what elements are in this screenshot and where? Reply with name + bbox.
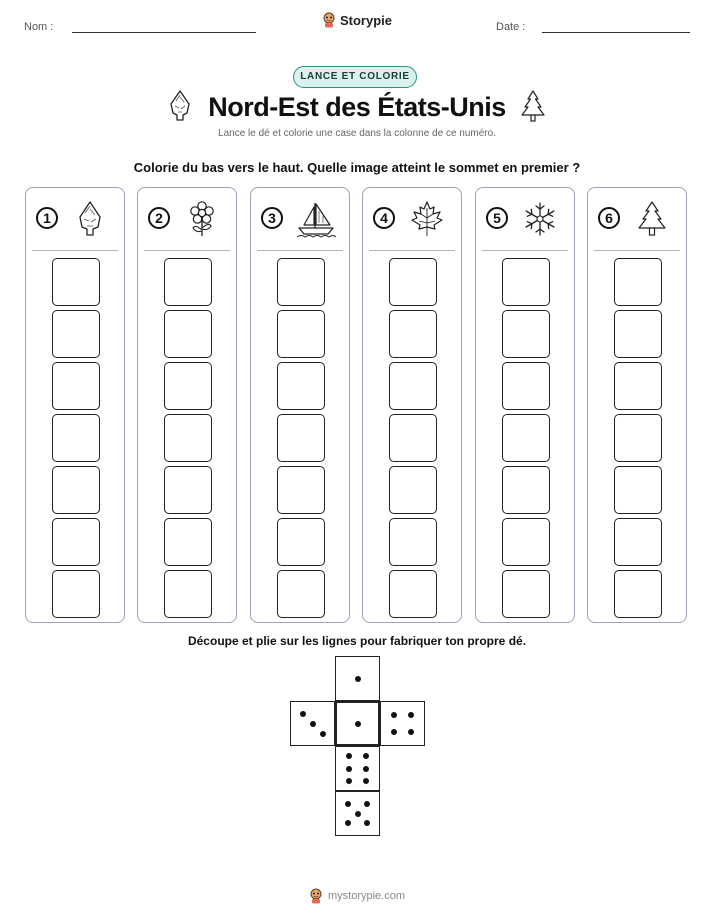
die-pip: [320, 731, 326, 737]
die-face-four: [380, 701, 425, 746]
instruction-text: Colorie du bas vers le haut. Quelle image atteint le sommet en premier ?: [133, 160, 581, 175]
color-box[interactable]: [614, 258, 662, 306]
die-pip: [355, 676, 361, 682]
color-box[interactable]: [52, 466, 100, 514]
die-pip: [345, 801, 351, 807]
color-box[interactable]: [502, 310, 550, 358]
column-5: [475, 187, 575, 623]
name-label: Nom :: [24, 21, 54, 33]
brand-logo: [0, 12, 714, 28]
die-pip: [346, 778, 352, 784]
column-number: 6: [598, 207, 620, 229]
color-box[interactable]: [389, 518, 437, 566]
die-face-one: [335, 656, 380, 701]
color-box[interactable]: [277, 258, 325, 306]
color-box[interactable]: [502, 466, 550, 514]
color-box[interactable]: [52, 258, 100, 306]
column-number: 1: [36, 207, 58, 229]
column-1: [25, 187, 125, 623]
die-pip: [408, 729, 414, 735]
maple-leaf-icon: [409, 200, 445, 238]
column-divider: [144, 250, 230, 251]
color-box[interactable]: [389, 310, 437, 358]
die-pip: [355, 811, 361, 817]
die-face-six: [335, 746, 380, 791]
color-box[interactable]: [502, 570, 550, 618]
color-box[interactable]: [164, 518, 212, 566]
color-box[interactable]: [502, 258, 550, 306]
color-box[interactable]: [502, 518, 550, 566]
die-pip: [346, 766, 352, 772]
column-divider: [482, 250, 568, 251]
activity-badge: LANCE ET COLORIE: [293, 66, 417, 88]
storypie-mascot-icon: [309, 888, 323, 904]
column-divider: [32, 250, 118, 251]
die-pip: [363, 753, 369, 759]
die-pip: [391, 729, 397, 735]
arrowhead-icon: [72, 200, 108, 238]
die-pip: [391, 712, 397, 718]
color-box[interactable]: [614, 310, 662, 358]
color-box[interactable]: [52, 310, 100, 358]
sailboat-icon: [295, 200, 337, 238]
die-pip: [363, 766, 369, 772]
die-pip: [364, 820, 370, 826]
color-box[interactable]: [52, 518, 100, 566]
die-face-five: [335, 791, 380, 836]
color-box[interactable]: [164, 466, 212, 514]
pine-tree-icon: [634, 200, 670, 238]
color-box[interactable]: [389, 414, 437, 462]
color-box[interactable]: [164, 310, 212, 358]
die-pip: [364, 801, 370, 807]
color-box[interactable]: [614, 414, 662, 462]
color-box[interactable]: [502, 414, 550, 462]
color-box[interactable]: [277, 466, 325, 514]
color-box[interactable]: [614, 518, 662, 566]
die-pip: [346, 753, 352, 759]
color-box[interactable]: [389, 466, 437, 514]
color-box[interactable]: [164, 362, 212, 410]
footer: [0, 888, 714, 904]
column-2: [137, 187, 237, 623]
color-box[interactable]: [164, 570, 212, 618]
die-pip: [345, 820, 351, 826]
color-box[interactable]: [614, 570, 662, 618]
die-face-one: [335, 701, 380, 746]
color-box[interactable]: [52, 570, 100, 618]
column-6: [587, 187, 687, 623]
column-divider: [369, 250, 455, 251]
color-box[interactable]: [277, 310, 325, 358]
color-box[interactable]: [277, 518, 325, 566]
color-box[interactable]: [389, 362, 437, 410]
column-number: 2: [148, 207, 170, 229]
color-box[interactable]: [389, 570, 437, 618]
die-pip: [300, 711, 306, 717]
color-box[interactable]: [52, 414, 100, 462]
snowflake-icon: [522, 200, 558, 238]
color-box[interactable]: [277, 570, 325, 618]
color-box[interactable]: [502, 362, 550, 410]
die-pip: [408, 712, 414, 718]
die-pip: [363, 778, 369, 784]
die-face-three: [290, 701, 335, 746]
color-box[interactable]: [389, 258, 437, 306]
column-divider: [594, 250, 680, 251]
color-box[interactable]: [277, 362, 325, 410]
die-pip: [310, 721, 316, 727]
color-box[interactable]: [277, 414, 325, 462]
column-divider: [257, 250, 343, 251]
page-subtitle: Lance le dé et colorie une case dans la colonne de ce numéro.: [218, 128, 496, 139]
cut-instruction: Découpe et plie sur les lignes pour fabriquer ton propre dé.: [187, 634, 527, 648]
column-number: 3: [261, 207, 283, 229]
column-number: 5: [486, 207, 508, 229]
footer-url[interactable]: mystorypie.com: [327, 890, 406, 902]
brand-name: Storypie: [339, 12, 392, 28]
column-4: [362, 187, 462, 623]
storypie-mascot-icon: [322, 12, 336, 28]
page-title: Nord-Est des États-Unis: [208, 92, 506, 122]
column-3: [250, 187, 350, 623]
date-line[interactable]: [542, 32, 690, 33]
color-box[interactable]: [164, 258, 212, 306]
color-box[interactable]: [164, 414, 212, 462]
column-number: 4: [373, 207, 395, 229]
date-label: Date :: [496, 21, 526, 33]
color-box[interactable]: [614, 362, 662, 410]
flower-icon: [184, 200, 220, 238]
name-line[interactable]: [72, 32, 256, 33]
die-pip: [355, 721, 361, 727]
color-box[interactable]: [52, 362, 100, 410]
color-box[interactable]: [614, 466, 662, 514]
pine-tree-icon: [519, 89, 547, 123]
